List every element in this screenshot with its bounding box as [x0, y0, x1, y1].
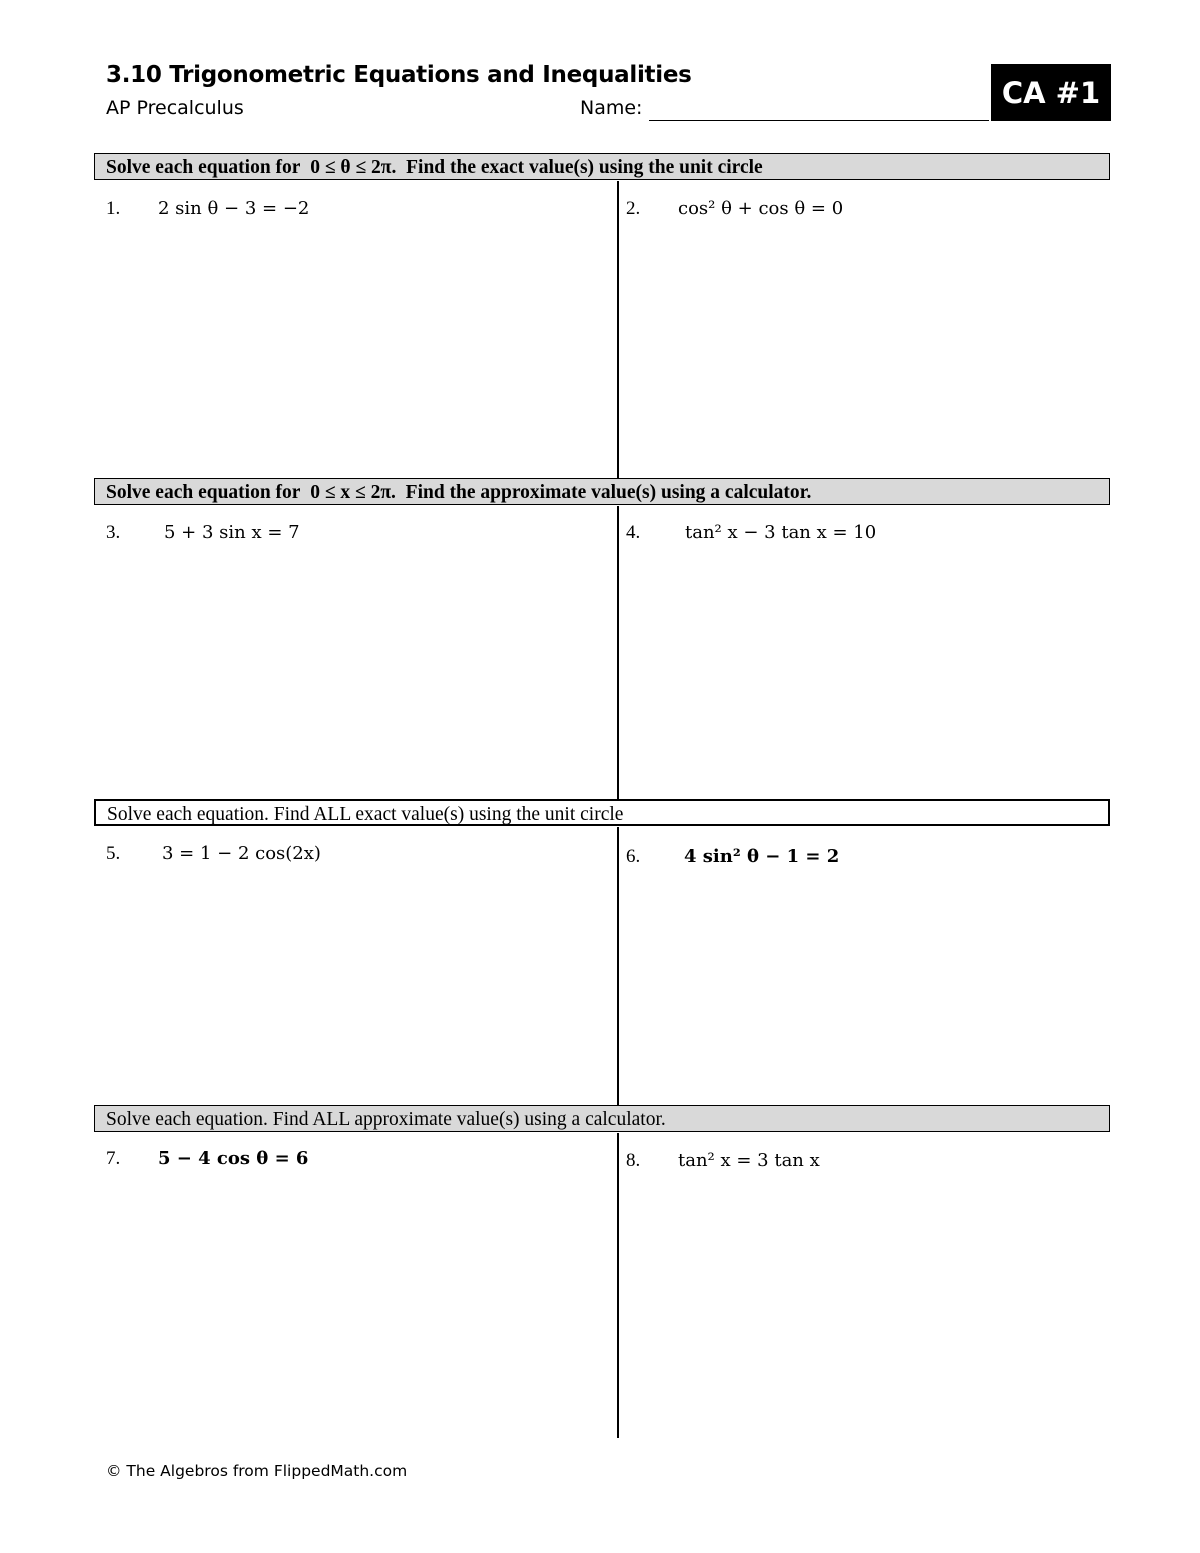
copyright-footer: © The Algebros from FlippedMath.com — [106, 1462, 408, 1480]
course-name: AP Precalculus — [106, 97, 244, 119]
section-2-rest: Find the approximate value(s) using a calculator. — [405, 482, 812, 503]
problem-equation: tan² x = 3 tan x — [678, 1150, 820, 1171]
column-divider-1 — [617, 181, 619, 478]
problem-number: 8. — [626, 1150, 641, 1171]
problem-equation: cos² θ + cos θ = 0 — [678, 198, 844, 219]
problem-number: 4. — [626, 522, 641, 543]
problem-1 — [106, 198, 309, 220]
column-divider-2 — [617, 506, 619, 799]
section-1-lead: Solve each equation for — [106, 157, 301, 178]
section-header-2 — [94, 478, 1110, 505]
problem-equation: 3 = 1 − 2 cos(2x) — [162, 843, 321, 864]
problem-equation: 5 + 3 sin x = 7 — [164, 522, 300, 543]
section-2-lead: Solve each equation for — [106, 482, 301, 503]
problem-8 — [626, 1150, 820, 1172]
name-write-line[interactable] — [649, 120, 989, 121]
problem-2 — [626, 198, 843, 220]
section-1-condition: 0 ≤ θ ≤ 2π. — [310, 157, 397, 178]
problem-number: 1. — [106, 198, 121, 219]
problem-equation: 2 sin θ − 3 = −2 — [158, 198, 310, 219]
problem-equation: tan² x − 3 tan x = 10 — [685, 522, 877, 543]
problem-number: 6. — [626, 846, 641, 867]
problem-7 — [106, 1148, 308, 1170]
problem-5 — [106, 843, 321, 865]
section-header-3 — [94, 799, 1110, 826]
worksheet-title: 3.10 Trigonometric Equations and Inequalities — [106, 62, 692, 88]
problem-6 — [626, 846, 839, 868]
section-header-1 — [94, 153, 1110, 180]
problem-3 — [106, 522, 300, 544]
problem-number: 2. — [626, 198, 641, 219]
column-divider-3 — [617, 827, 619, 1105]
section-3-text: Solve each equation. Find ALL exact value(s) using the unit circle — [107, 804, 624, 825]
name-label: Name: — [580, 97, 643, 119]
problem-number: 5. — [106, 843, 121, 864]
assignment-badge: CA #1 — [991, 64, 1111, 121]
column-divider-4 — [617, 1133, 619, 1438]
problem-4 — [626, 522, 876, 544]
problem-equation: 4 sin² θ − 1 = 2 — [684, 846, 840, 867]
problem-equation: 5 − 4 cos θ = 6 — [158, 1148, 309, 1169]
problem-number: 3. — [106, 522, 121, 543]
section-2-condition: 0 ≤ x ≤ 2π. — [310, 482, 396, 503]
section-4-text: Solve each equation. Find ALL approximate value(s) using a calculator. — [106, 1109, 666, 1130]
section-1-rest: Find the exact value(s) using the unit circle — [406, 157, 763, 178]
problem-number: 7. — [106, 1148, 121, 1169]
section-header-4 — [94, 1105, 1110, 1132]
